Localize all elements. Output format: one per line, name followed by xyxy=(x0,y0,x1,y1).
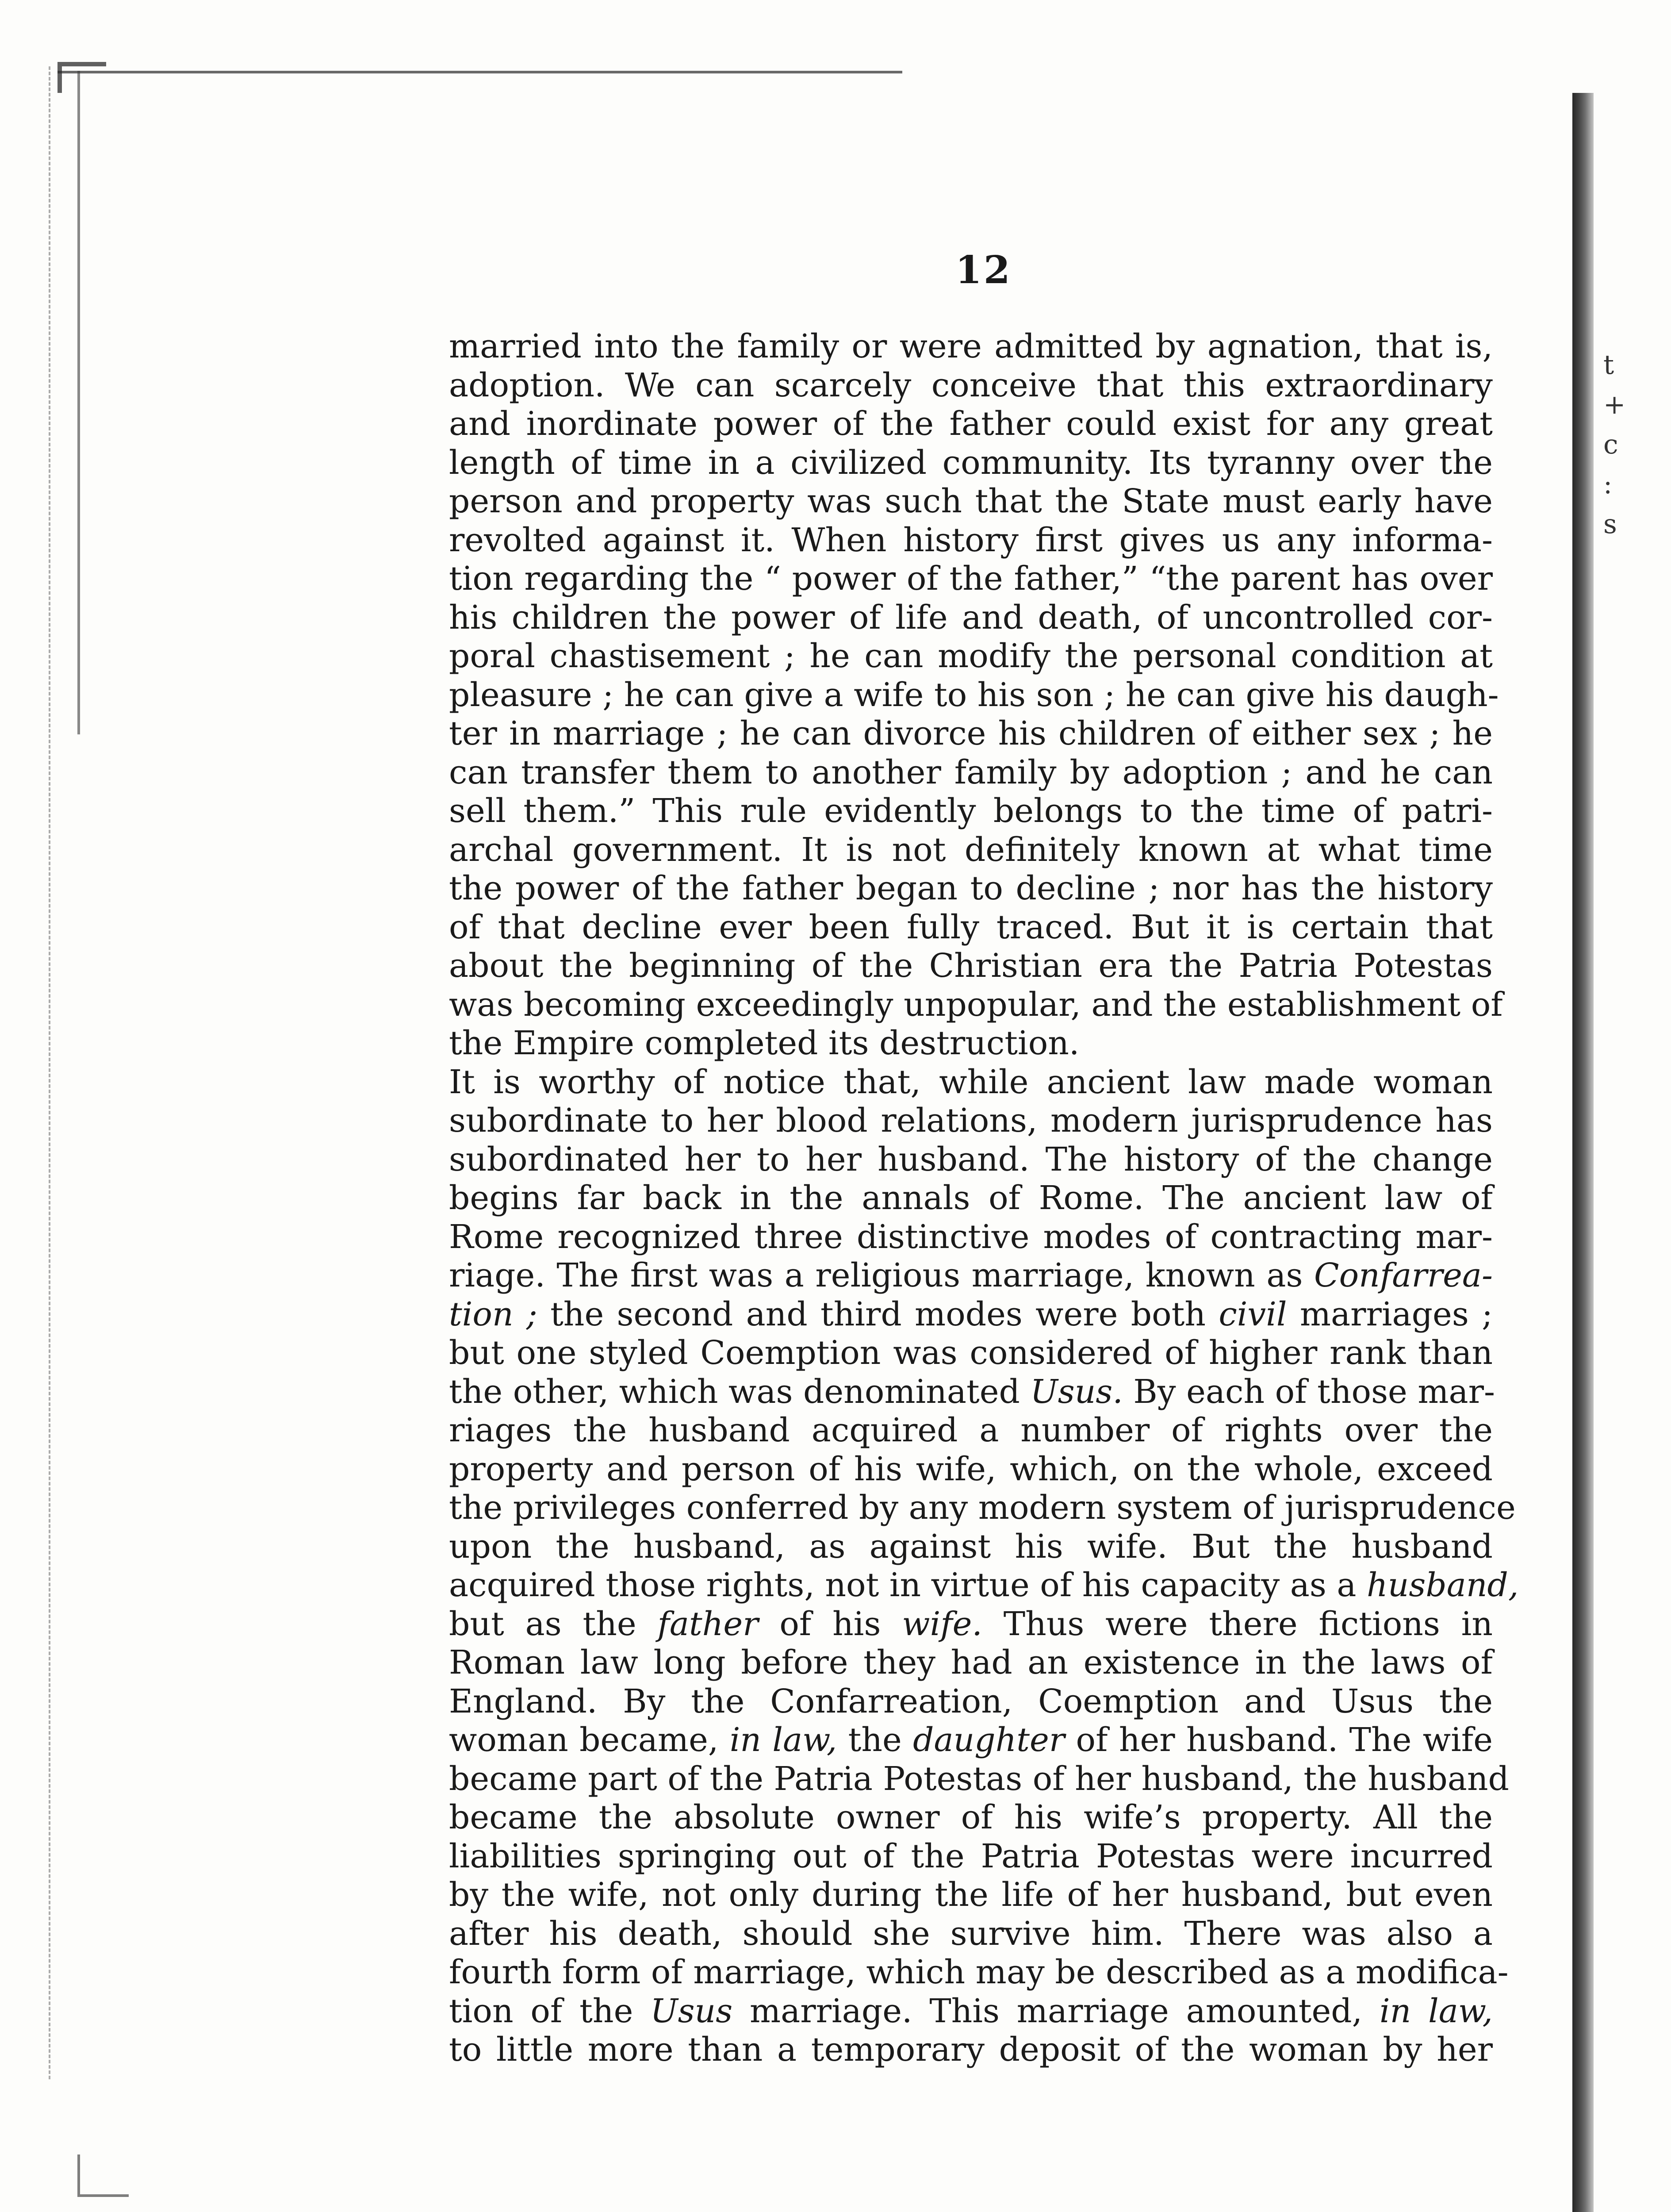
italic-text: tion ; xyxy=(449,1295,537,1333)
italic-text: Usus xyxy=(650,1992,733,2030)
text-line xyxy=(449,1256,1493,1295)
text-segment: of his xyxy=(758,1605,902,1643)
text-line xyxy=(449,1450,1493,1489)
italic-text: father xyxy=(657,1605,759,1643)
text-line xyxy=(449,869,1493,908)
page-number: 12 xyxy=(955,248,1012,292)
text-segment: tion regarding the “ power of the father,” “the parent has over xyxy=(449,560,1493,598)
text-line xyxy=(449,1411,1493,1450)
text-segment: tion of the xyxy=(449,1992,651,2030)
text-line xyxy=(449,1721,1493,1760)
text-line xyxy=(449,714,1493,753)
text-line xyxy=(449,1334,1493,1373)
text-line xyxy=(449,985,1503,1025)
text-segment: of her husband. The wife xyxy=(1065,1721,1493,1759)
text-line xyxy=(449,1915,1493,1954)
text-line xyxy=(449,831,1493,870)
scan-artifact-left-binding xyxy=(77,71,84,734)
scan-artifact-margin-marks xyxy=(1603,345,1626,544)
text-segment: upon the husband, as against his wife. But the husband xyxy=(449,1527,1493,1566)
text-segment: the privileges conferred by any modern system of jurisprudence xyxy=(449,1489,1516,1527)
margin-mark: : xyxy=(1603,469,1613,500)
text-segment: subordinate to her blood relations, modern jurisprudence has xyxy=(449,1102,1493,1140)
scan-artifact-top-rule xyxy=(57,71,902,73)
text-line xyxy=(449,1295,1493,1334)
text-segment: marriages ; xyxy=(1287,1295,1493,1333)
text-line xyxy=(449,1837,1493,1876)
text-segment: married into the family or were admitted by agnation, that is, xyxy=(449,327,1493,365)
text-segment: person and property was such that the State must early have xyxy=(449,482,1493,520)
text-segment: archal government. It is not definitely known at what time xyxy=(449,830,1493,869)
italic-text: civil xyxy=(1219,1295,1287,1333)
text-line xyxy=(449,1489,1516,1528)
text-segment: can transfer them to another family by adoption ; and he can xyxy=(449,753,1493,791)
text-line xyxy=(449,1141,1493,1179)
text-segment: subordinated her to her husband. The history of the change xyxy=(449,1140,1493,1179)
text-line xyxy=(449,1566,1519,1605)
text-line xyxy=(449,599,1493,637)
text-line xyxy=(449,1373,1493,1412)
italic-text: daughter xyxy=(913,1721,1065,1759)
text-line xyxy=(449,1798,1493,1837)
italic-text: wife. xyxy=(902,1605,982,1643)
text-line xyxy=(449,1605,1493,1644)
text-line xyxy=(449,405,1493,444)
text-segment: became the absolute owner of his wife’s property. All the xyxy=(449,1798,1493,1836)
text-line xyxy=(449,908,1493,947)
text-segment: but one styled Coemption was considered of higher rank than xyxy=(449,1334,1493,1372)
text-line xyxy=(449,366,1493,405)
text-line xyxy=(449,753,1493,792)
text-segment: revolted against it. When history first gives us any informa- xyxy=(449,521,1493,559)
text-line xyxy=(449,637,1493,676)
text-segment: marriage. This marriage amounted, xyxy=(732,1992,1380,2030)
text-segment: begins far back in the annals of Rome. The ancient law of xyxy=(449,1179,1493,1217)
text-line xyxy=(449,1179,1493,1218)
text-line xyxy=(449,676,1499,715)
text-segment: property and person of his wife, which, on the whole, exceed xyxy=(449,1450,1493,1488)
text-line xyxy=(449,1992,1493,2031)
text-segment: but as the xyxy=(449,1605,658,1643)
margin-mark: t xyxy=(1603,349,1614,380)
text-segment: Rome recognized three distinctive modes of contracting mar- xyxy=(449,1217,1493,1256)
text-line xyxy=(449,1759,1509,1799)
text-segment: became part of the Patria Potestas of her husband, the husband xyxy=(449,1759,1509,1798)
paragraph xyxy=(449,327,1503,1063)
text-segment: by the wife, not only during the life of her husband, but even xyxy=(449,1876,1493,1914)
text-line xyxy=(449,1528,1493,1567)
text-line xyxy=(449,792,1493,831)
italic-text: Usus. xyxy=(1030,1372,1123,1411)
scan-artifact-right-edge xyxy=(1572,93,1594,2212)
text-segment: liabilities springing out of the Patria Potestas were incurred xyxy=(449,1837,1493,1875)
text-line xyxy=(449,1063,1493,1102)
text-segment: his children the power of life and death, of uncontrolled cor- xyxy=(449,598,1493,637)
text-line xyxy=(449,2031,1493,2070)
italic-text: Confarrea- xyxy=(1314,1256,1493,1294)
text-line xyxy=(449,1876,1493,1915)
text-line xyxy=(449,482,1493,521)
text-line xyxy=(449,560,1493,599)
text-line xyxy=(449,1644,1493,1682)
text-segment: acquired those rights, not in virtue of his capacity as a xyxy=(449,1566,1367,1604)
text-segment: adoption. We can scarcely conceive that this extraordinary xyxy=(449,366,1493,404)
text-line xyxy=(449,1953,1509,1992)
text-segment: the Empire completed its destruction. xyxy=(449,1024,1080,1062)
scan-artifact-left-edge xyxy=(49,66,57,2079)
text-line xyxy=(449,444,1493,483)
text-segment: poral chastisement ; he can modify the personal condition at xyxy=(449,637,1493,675)
text-segment: pleasure ; he can give a wife to his son ; he can give his daugh- xyxy=(449,676,1499,714)
text-segment: fourth form of marriage, which may be described as a modifica- xyxy=(449,1953,1509,1991)
text-line xyxy=(449,1024,1493,1063)
text-line xyxy=(449,521,1493,560)
scan-artifact-left-bottom-corner xyxy=(77,2154,129,2197)
text-segment: riages the husband acquired a number of rights over the xyxy=(449,1411,1493,1449)
text-segment: was becoming exceedingly unpopular, and the establishment of xyxy=(449,985,1503,1024)
text-segment: the second and third modes were both xyxy=(537,1295,1219,1333)
margin-mark: c xyxy=(1603,429,1618,460)
paragraph xyxy=(449,1063,1519,2070)
text-segment: the power of the father began to decline ; nor has the history xyxy=(449,869,1493,907)
text-segment: the other, which was denominated xyxy=(449,1372,1031,1411)
text-segment: after his death, should she survive him. There was also a xyxy=(449,1914,1493,1953)
body-text xyxy=(449,327,1519,2070)
text-segment: about the beginning of the Christian era the Patria Potestas xyxy=(449,947,1493,985)
text-segment: to little more than a temporary deposit of the woman by her xyxy=(449,2031,1493,2069)
text-segment: Roman law long before they had an existence in the laws of xyxy=(449,1644,1493,1682)
text-line xyxy=(449,1218,1493,1257)
text-line xyxy=(449,327,1493,366)
text-segment: Thus were there fictions in xyxy=(982,1605,1493,1643)
text-segment: sell them.” This rule evidently belongs to the time of patri- xyxy=(449,792,1493,830)
margin-mark: + xyxy=(1603,389,1626,420)
italic-text: in law, xyxy=(729,1721,837,1759)
text-segment: length of time in a civilized community. Its tyranny over the xyxy=(449,443,1493,482)
text-line xyxy=(449,947,1493,986)
text-line xyxy=(449,1682,1493,1721)
text-segment: woman became, xyxy=(449,1721,730,1759)
text-segment: ter in marriage ; he can divorce his children of either sex ; he xyxy=(449,714,1493,753)
text-segment: riage. The first was a religious marriage, known as xyxy=(449,1256,1314,1294)
text-segment: It is worthy of notice that, while ancient law made woman xyxy=(449,1063,1493,1101)
margin-mark: s xyxy=(1603,509,1617,540)
text-segment: of that decline ever been fully traced. But it is certain that xyxy=(449,908,1493,946)
text-segment: England. By the Confarreation, Coemption and Usus the xyxy=(449,1682,1493,1720)
text-segment: the xyxy=(837,1721,913,1759)
text-line xyxy=(449,1102,1493,1141)
italic-text: husband, xyxy=(1367,1566,1519,1604)
text-segment: By each of those mar- xyxy=(1123,1372,1495,1411)
italic-text: in law, xyxy=(1380,1992,1493,2030)
text-segment: and inordinate power of the father could exist for any great xyxy=(449,405,1493,443)
